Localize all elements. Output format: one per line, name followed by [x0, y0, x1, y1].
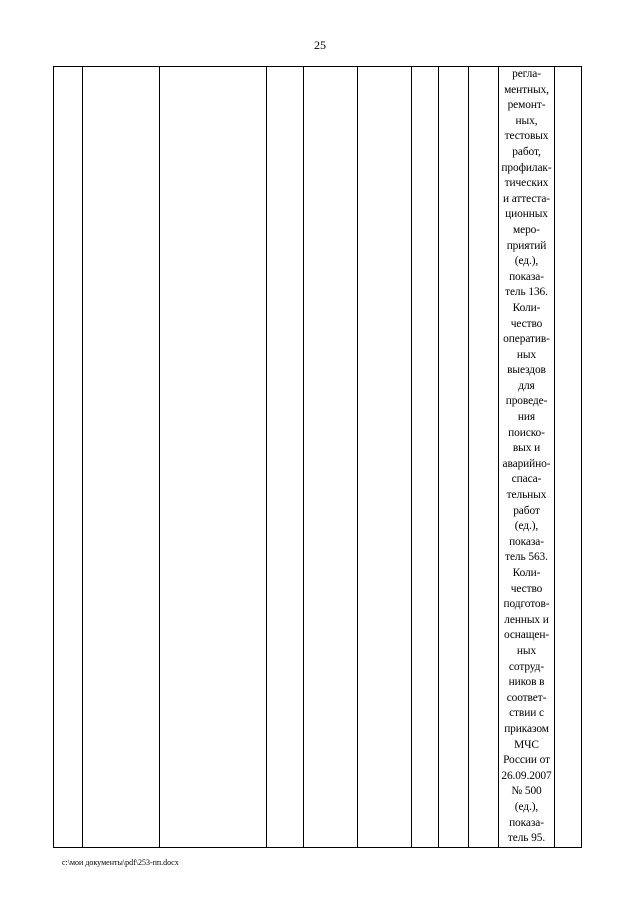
indicator-line: проведе- — [505, 395, 548, 408]
indicator-line: Коли- — [512, 567, 541, 579]
indicator-line: тель 563. — [505, 551, 548, 564]
table-cell-4 — [267, 67, 304, 848]
indicator-line: ния — [517, 411, 536, 424]
indicator-line: показа- — [509, 270, 544, 283]
indicator-line: для — [518, 379, 535, 392]
indicator-line: ционных — [505, 208, 548, 221]
indicator-line: поиско- — [508, 426, 545, 439]
table-row — [54, 67, 582, 848]
indicator-line: тель 136. — [505, 286, 548, 299]
table-cell-3 — [160, 67, 267, 848]
table-cell-7 — [412, 67, 439, 848]
indicator-line: ных — [516, 644, 537, 657]
indicator-line: приказом — [504, 722, 549, 735]
indicator-line: ников в — [508, 676, 545, 689]
indicator-line: приятий — [506, 239, 547, 252]
table-cell-6 — [358, 67, 412, 848]
table-cell-11 — [555, 67, 582, 848]
table-cell-5 — [304, 67, 358, 848]
indicator-text — [499, 67, 554, 847]
indicator-line: чество — [510, 317, 543, 330]
indicator-line: аварийно- — [502, 457, 551, 470]
indicator-line: ных, — [515, 114, 538, 127]
indicator-line: ствии с — [509, 707, 544, 720]
table-cell-8 — [439, 67, 469, 848]
indicator-line: показа- — [509, 816, 544, 829]
indicator-line: ремонт- — [507, 99, 546, 112]
indicator-line: меро- — [513, 223, 540, 236]
indicator-line: (ед.), — [514, 520, 539, 533]
indicator-line: ных — [516, 348, 537, 361]
indicator-line: спаса- — [511, 473, 542, 486]
table-cell-9 — [469, 67, 499, 848]
indicator-line: работ, — [512, 145, 541, 158]
table-cell-indicators — [499, 67, 555, 848]
indicator-line: тельных — [506, 489, 547, 502]
indicator-line: профилак- — [501, 161, 552, 174]
indicator-line: оснащен- — [503, 629, 550, 642]
indicator-line: № 500 — [511, 785, 542, 798]
table-cell-1 — [54, 67, 83, 848]
indicator-line: тестовых — [504, 130, 549, 143]
indicator-line: (ед.), — [514, 255, 539, 268]
indicator-line: оператив- — [503, 333, 550, 346]
indicator-line: регла- — [512, 68, 541, 80]
indicator-line: тических — [504, 177, 549, 190]
indicator-line: выездов — [507, 364, 546, 377]
indicator-line: тель 95. — [507, 832, 546, 845]
indicator-line: и аттеста- — [502, 192, 551, 205]
indicator-line: соответ- — [506, 691, 547, 704]
indicator-line: чество — [510, 582, 543, 595]
footer-file-path: c:\мои документы\pdf\253-пп.docx — [62, 858, 179, 867]
indicator-line: (ед.), — [514, 800, 539, 813]
indicator-line: сотруд- — [508, 660, 545, 673]
page-number: 25 — [314, 38, 326, 52]
indicator-line: МЧС — [514, 738, 539, 751]
indicator-line: ментных, — [504, 83, 549, 96]
indicator-line: работ — [513, 504, 540, 517]
indicator-line: 26.09.2007 — [501, 769, 552, 782]
indicator-line: подготов- — [503, 598, 550, 611]
table-cell-2 — [83, 67, 160, 848]
indicator-line: Коли- — [512, 301, 541, 314]
data-table — [53, 66, 582, 848]
indicator-line: России от — [503, 754, 550, 767]
indicator-line: вых и — [512, 442, 541, 455]
indicator-line: ленных и — [504, 613, 549, 626]
indicator-line: показа- — [509, 535, 544, 548]
